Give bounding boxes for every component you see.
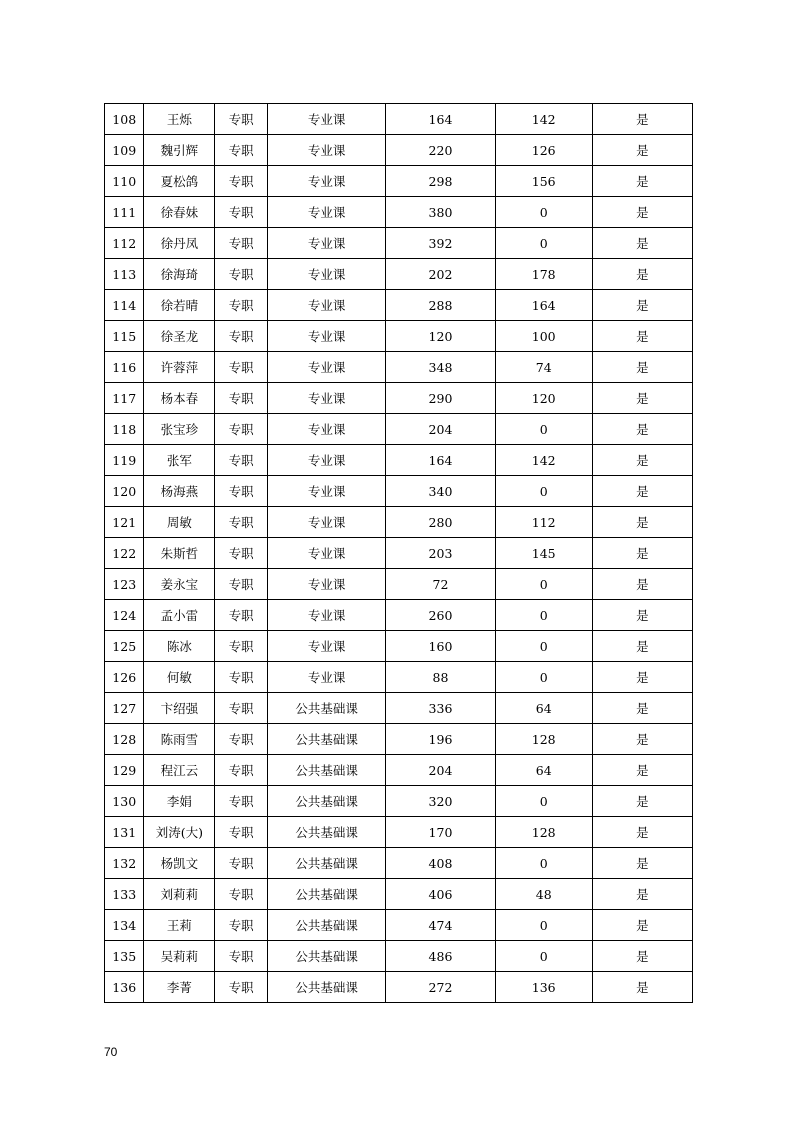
cell-employment-type: 专职 xyxy=(215,476,268,507)
cell-qualified-flag: 是 xyxy=(592,817,692,848)
cell-course-type: 专业课 xyxy=(267,104,385,135)
cell-course-type: 专业课 xyxy=(267,538,385,569)
cell-teacher-name: 李娟 xyxy=(144,786,215,817)
cell-employment-type: 专职 xyxy=(215,414,268,445)
cell-employment-type: 专职 xyxy=(215,166,268,197)
cell-employment-type: 专职 xyxy=(215,321,268,352)
table-row xyxy=(105,476,693,507)
cell-hours-value-a: 408 xyxy=(386,848,495,879)
cell-hours-value-b: 64 xyxy=(495,693,592,724)
cell-qualified-flag: 是 xyxy=(592,197,692,228)
cell-course-type: 专业课 xyxy=(267,290,385,321)
cell-course-type: 专业课 xyxy=(267,135,385,166)
cell-course-type: 专业课 xyxy=(267,507,385,538)
cell-teacher-name: 徐海琦 xyxy=(144,259,215,290)
page-number: 70 xyxy=(104,1045,118,1059)
cell-course-type: 公共基础课 xyxy=(267,879,385,910)
cell-hours-value-b: 156 xyxy=(495,166,592,197)
cell-row-number: 108 xyxy=(105,104,144,135)
cell-qualified-flag: 是 xyxy=(592,786,692,817)
cell-row-number: 128 xyxy=(105,724,144,755)
cell-hours-value-b: 128 xyxy=(495,724,592,755)
cell-course-type: 专业课 xyxy=(267,600,385,631)
cell-teacher-name: 程江云 xyxy=(144,755,215,786)
cell-qualified-flag: 是 xyxy=(592,724,692,755)
cell-hours-value-a: 272 xyxy=(386,972,495,1003)
cell-employment-type: 专职 xyxy=(215,290,268,321)
cell-row-number: 117 xyxy=(105,383,144,414)
cell-hours-value-b: 0 xyxy=(495,662,592,693)
cell-teacher-name: 徐圣龙 xyxy=(144,321,215,352)
cell-course-type: 公共基础课 xyxy=(267,972,385,1003)
cell-hours-value-a: 474 xyxy=(386,910,495,941)
cell-hours-value-a: 320 xyxy=(386,786,495,817)
cell-employment-type: 专职 xyxy=(215,786,268,817)
cell-qualified-flag: 是 xyxy=(592,972,692,1003)
cell-employment-type: 专职 xyxy=(215,507,268,538)
cell-teacher-name: 徐春妹 xyxy=(144,197,215,228)
cell-employment-type: 专职 xyxy=(215,600,268,631)
cell-teacher-name: 杨海燕 xyxy=(144,476,215,507)
cell-hours-value-b: 112 xyxy=(495,507,592,538)
table-row xyxy=(105,290,693,321)
cell-employment-type: 专职 xyxy=(215,693,268,724)
cell-hours-value-b: 142 xyxy=(495,445,592,476)
cell-employment-type: 专职 xyxy=(215,352,268,383)
cell-course-type: 公共基础课 xyxy=(267,693,385,724)
cell-teacher-name: 孟小雷 xyxy=(144,600,215,631)
cell-hours-value-a: 486 xyxy=(386,941,495,972)
cell-qualified-flag: 是 xyxy=(592,445,692,476)
cell-course-type: 公共基础课 xyxy=(267,941,385,972)
cell-employment-type: 专职 xyxy=(215,972,268,1003)
cell-hours-value-a: 202 xyxy=(386,259,495,290)
cell-hours-value-b: 0 xyxy=(495,476,592,507)
cell-employment-type: 专职 xyxy=(215,848,268,879)
cell-hours-value-a: 220 xyxy=(386,135,495,166)
cell-course-type: 专业课 xyxy=(267,569,385,600)
cell-hours-value-a: 170 xyxy=(386,817,495,848)
cell-hours-value-b: 0 xyxy=(495,228,592,259)
table-row xyxy=(105,941,693,972)
cell-teacher-name: 王莉 xyxy=(144,910,215,941)
cell-hours-value-b: 0 xyxy=(495,910,592,941)
cell-teacher-name: 杨本春 xyxy=(144,383,215,414)
cell-hours-value-a: 340 xyxy=(386,476,495,507)
cell-teacher-name: 王烁 xyxy=(144,104,215,135)
table-row xyxy=(105,631,693,662)
cell-qualified-flag: 是 xyxy=(592,910,692,941)
cell-qualified-flag: 是 xyxy=(592,693,692,724)
cell-teacher-name: 张军 xyxy=(144,445,215,476)
table-row xyxy=(105,228,693,259)
table-row xyxy=(105,383,693,414)
cell-row-number: 135 xyxy=(105,941,144,972)
cell-hours-value-a: 88 xyxy=(386,662,495,693)
cell-row-number: 133 xyxy=(105,879,144,910)
table-row xyxy=(105,817,693,848)
table-row xyxy=(105,724,693,755)
cell-employment-type: 专职 xyxy=(215,104,268,135)
cell-course-type: 专业课 xyxy=(267,414,385,445)
cell-row-number: 118 xyxy=(105,414,144,445)
cell-row-number: 113 xyxy=(105,259,144,290)
cell-qualified-flag: 是 xyxy=(592,228,692,259)
cell-employment-type: 专职 xyxy=(215,135,268,166)
cell-course-type: 专业课 xyxy=(267,352,385,383)
cell-hours-value-b: 120 xyxy=(495,383,592,414)
cell-hours-value-b: 0 xyxy=(495,600,592,631)
cell-hours-value-a: 160 xyxy=(386,631,495,662)
cell-teacher-name: 姜永宝 xyxy=(144,569,215,600)
table-row xyxy=(105,755,693,786)
cell-qualified-flag: 是 xyxy=(592,631,692,662)
cell-course-type: 公共基础课 xyxy=(267,817,385,848)
cell-hours-value-a: 72 xyxy=(386,569,495,600)
cell-hours-value-b: 0 xyxy=(495,197,592,228)
table-row xyxy=(105,197,693,228)
cell-teacher-name: 刘涛(大) xyxy=(144,817,215,848)
table-row xyxy=(105,538,693,569)
cell-course-type: 公共基础课 xyxy=(267,910,385,941)
cell-row-number: 111 xyxy=(105,197,144,228)
table-row xyxy=(105,352,693,383)
cell-hours-value-a: 280 xyxy=(386,507,495,538)
cell-row-number: 134 xyxy=(105,910,144,941)
cell-hours-value-b: 0 xyxy=(495,631,592,662)
table-row xyxy=(105,879,693,910)
cell-row-number: 119 xyxy=(105,445,144,476)
cell-teacher-name: 许蓉萍 xyxy=(144,352,215,383)
cell-qualified-flag: 是 xyxy=(592,476,692,507)
cell-hours-value-b: 64 xyxy=(495,755,592,786)
cell-teacher-name: 徐若晴 xyxy=(144,290,215,321)
cell-teacher-name: 魏引辉 xyxy=(144,135,215,166)
cell-hours-value-b: 0 xyxy=(495,786,592,817)
cell-qualified-flag: 是 xyxy=(592,259,692,290)
cell-employment-type: 专职 xyxy=(215,197,268,228)
cell-qualified-flag: 是 xyxy=(592,941,692,972)
table-row xyxy=(105,135,693,166)
cell-row-number: 129 xyxy=(105,755,144,786)
cell-employment-type: 专职 xyxy=(215,910,268,941)
cell-hours-value-a: 406 xyxy=(386,879,495,910)
cell-qualified-flag: 是 xyxy=(592,290,692,321)
cell-qualified-flag: 是 xyxy=(592,538,692,569)
cell-employment-type: 专职 xyxy=(215,879,268,910)
cell-employment-type: 专职 xyxy=(215,259,268,290)
table-row xyxy=(105,662,693,693)
cell-qualified-flag: 是 xyxy=(592,662,692,693)
table-row xyxy=(105,569,693,600)
cell-employment-type: 专职 xyxy=(215,817,268,848)
cell-hours-value-b: 128 xyxy=(495,817,592,848)
cell-hours-value-a: 290 xyxy=(386,383,495,414)
cell-teacher-name: 李菁 xyxy=(144,972,215,1003)
table-row xyxy=(105,507,693,538)
cell-hours-value-b: 0 xyxy=(495,569,592,600)
cell-hours-value-a: 348 xyxy=(386,352,495,383)
table-row xyxy=(105,910,693,941)
cell-employment-type: 专职 xyxy=(215,383,268,414)
cell-teacher-name: 陈雨雪 xyxy=(144,724,215,755)
cell-hours-value-a: 196 xyxy=(386,724,495,755)
cell-course-type: 专业课 xyxy=(267,476,385,507)
cell-course-type: 专业课 xyxy=(267,445,385,476)
cell-hours-value-b: 48 xyxy=(495,879,592,910)
cell-row-number: 112 xyxy=(105,228,144,259)
cell-row-number: 132 xyxy=(105,848,144,879)
cell-employment-type: 专职 xyxy=(215,755,268,786)
cell-teacher-name: 吴莉莉 xyxy=(144,941,215,972)
cell-employment-type: 专职 xyxy=(215,569,268,600)
cell-qualified-flag: 是 xyxy=(592,104,692,135)
cell-row-number: 131 xyxy=(105,817,144,848)
cell-course-type: 公共基础课 xyxy=(267,848,385,879)
cell-teacher-name: 杨凯文 xyxy=(144,848,215,879)
cell-employment-type: 专职 xyxy=(215,724,268,755)
cell-teacher-name: 何敏 xyxy=(144,662,215,693)
cell-qualified-flag: 是 xyxy=(592,135,692,166)
cell-hours-value-a: 260 xyxy=(386,600,495,631)
cell-hours-value-a: 336 xyxy=(386,693,495,724)
cell-course-type: 公共基础课 xyxy=(267,755,385,786)
cell-qualified-flag: 是 xyxy=(592,879,692,910)
cell-employment-type: 专职 xyxy=(215,538,268,569)
cell-teacher-name: 周敏 xyxy=(144,507,215,538)
cell-hours-value-a: 204 xyxy=(386,414,495,445)
cell-course-type: 专业课 xyxy=(267,197,385,228)
cell-row-number: 121 xyxy=(105,507,144,538)
cell-row-number: 116 xyxy=(105,352,144,383)
table-body xyxy=(105,104,693,1003)
cell-hours-value-b: 145 xyxy=(495,538,592,569)
cell-row-number: 120 xyxy=(105,476,144,507)
cell-hours-value-a: 120 xyxy=(386,321,495,352)
cell-teacher-name: 张宝珍 xyxy=(144,414,215,445)
cell-hours-value-b: 100 xyxy=(495,321,592,352)
cell-row-number: 110 xyxy=(105,166,144,197)
cell-row-number: 122 xyxy=(105,538,144,569)
cell-teacher-name: 刘莉莉 xyxy=(144,879,215,910)
cell-hours-value-a: 380 xyxy=(386,197,495,228)
table-row xyxy=(105,166,693,197)
cell-qualified-flag: 是 xyxy=(592,507,692,538)
data-table xyxy=(104,103,693,1003)
cell-employment-type: 专职 xyxy=(215,662,268,693)
cell-course-type: 公共基础课 xyxy=(267,724,385,755)
cell-hours-value-b: 0 xyxy=(495,848,592,879)
table-row xyxy=(105,786,693,817)
cell-row-number: 130 xyxy=(105,786,144,817)
cell-row-number: 127 xyxy=(105,693,144,724)
cell-qualified-flag: 是 xyxy=(592,166,692,197)
cell-teacher-name: 朱斯哲 xyxy=(144,538,215,569)
cell-hours-value-b: 178 xyxy=(495,259,592,290)
cell-hours-value-b: 126 xyxy=(495,135,592,166)
cell-course-type: 专业课 xyxy=(267,383,385,414)
cell-hours-value-a: 203 xyxy=(386,538,495,569)
table-row xyxy=(105,445,693,476)
cell-qualified-flag: 是 xyxy=(592,414,692,445)
cell-qualified-flag: 是 xyxy=(592,569,692,600)
cell-hours-value-b: 74 xyxy=(495,352,592,383)
cell-employment-type: 专职 xyxy=(215,631,268,662)
cell-course-type: 专业课 xyxy=(267,631,385,662)
cell-qualified-flag: 是 xyxy=(592,321,692,352)
cell-course-type: 专业课 xyxy=(267,259,385,290)
cell-hours-value-b: 142 xyxy=(495,104,592,135)
cell-row-number: 126 xyxy=(105,662,144,693)
cell-hours-value-a: 164 xyxy=(386,104,495,135)
cell-hours-value-a: 298 xyxy=(386,166,495,197)
cell-hours-value-b: 0 xyxy=(495,941,592,972)
cell-course-type: 公共基础课 xyxy=(267,786,385,817)
cell-qualified-flag: 是 xyxy=(592,600,692,631)
cell-qualified-flag: 是 xyxy=(592,848,692,879)
table-row xyxy=(105,321,693,352)
table-row xyxy=(105,414,693,445)
table-row xyxy=(105,972,693,1003)
cell-qualified-flag: 是 xyxy=(592,755,692,786)
cell-row-number: 125 xyxy=(105,631,144,662)
cell-row-number: 123 xyxy=(105,569,144,600)
cell-course-type: 专业课 xyxy=(267,321,385,352)
cell-qualified-flag: 是 xyxy=(592,383,692,414)
cell-hours-value-b: 0 xyxy=(495,414,592,445)
table-row xyxy=(105,104,693,135)
cell-hours-value-a: 204 xyxy=(386,755,495,786)
cell-hours-value-a: 164 xyxy=(386,445,495,476)
cell-row-number: 136 xyxy=(105,972,144,1003)
cell-row-number: 109 xyxy=(105,135,144,166)
cell-teacher-name: 陈冰 xyxy=(144,631,215,662)
cell-row-number: 124 xyxy=(105,600,144,631)
cell-employment-type: 专职 xyxy=(215,941,268,972)
cell-qualified-flag: 是 xyxy=(592,352,692,383)
cell-row-number: 114 xyxy=(105,290,144,321)
cell-teacher-name: 夏松鸽 xyxy=(144,166,215,197)
table-row xyxy=(105,693,693,724)
table-row xyxy=(105,259,693,290)
cell-teacher-name: 卞绍强 xyxy=(144,693,215,724)
cell-employment-type: 专职 xyxy=(215,445,268,476)
cell-hours-value-a: 288 xyxy=(386,290,495,321)
cell-course-type: 专业课 xyxy=(267,166,385,197)
table-row xyxy=(105,600,693,631)
cell-teacher-name: 徐丹凤 xyxy=(144,228,215,259)
cell-hours-value-a: 392 xyxy=(386,228,495,259)
table-row xyxy=(105,848,693,879)
cell-hours-value-b: 164 xyxy=(495,290,592,321)
cell-row-number: 115 xyxy=(105,321,144,352)
cell-hours-value-b: 136 xyxy=(495,972,592,1003)
cell-employment-type: 专职 xyxy=(215,228,268,259)
cell-course-type: 专业课 xyxy=(267,228,385,259)
cell-course-type: 专业课 xyxy=(267,662,385,693)
